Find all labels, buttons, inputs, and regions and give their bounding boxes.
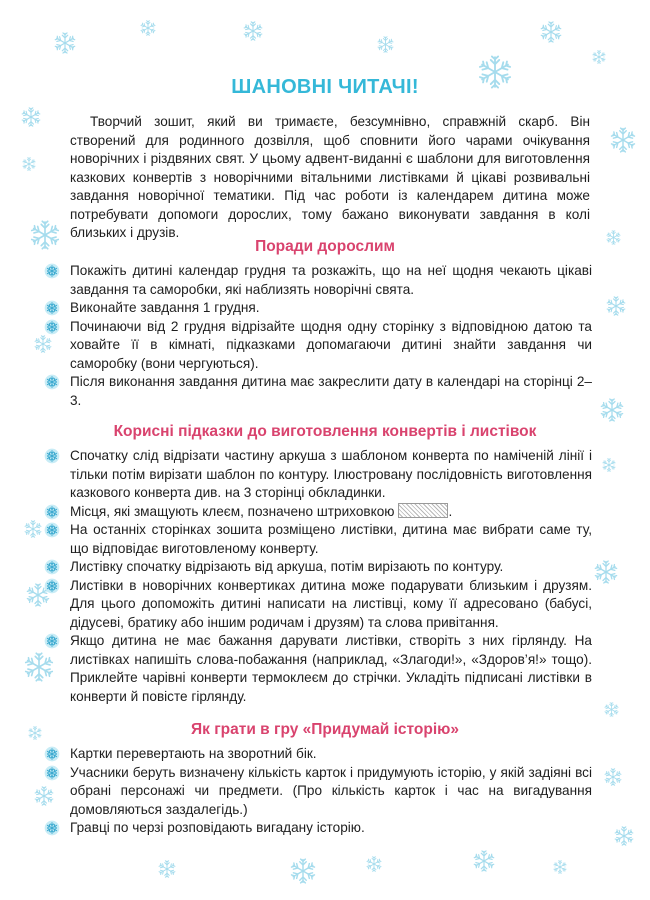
list-item bbox=[44, 447, 592, 503]
snowflake-bullet-icon bbox=[44, 820, 60, 836]
snowflake-icon bbox=[140, 20, 156, 36]
snowflake-bullet-icon bbox=[44, 504, 60, 520]
snowflake-icon bbox=[553, 860, 567, 874]
snowflake-icon bbox=[377, 36, 394, 53]
page-title: ШАНОВНІ ЧИТАЧІ! bbox=[231, 76, 419, 98]
snowflake-icon bbox=[473, 850, 495, 872]
snowflake-bullet-icon bbox=[44, 746, 60, 762]
snowflake-icon bbox=[243, 21, 263, 41]
snowflake-bullet-icon bbox=[44, 448, 60, 464]
snowflake-bullet-icon bbox=[44, 765, 60, 781]
snowflake-bullet-icon bbox=[44, 319, 60, 335]
list-item: Місця, які змащують клеєм, позначено штриховкою . bbox=[44, 503, 592, 522]
snowflake-icon bbox=[614, 826, 634, 846]
list-item bbox=[44, 577, 592, 633]
snowflake-icon bbox=[22, 157, 36, 171]
list-item bbox=[44, 318, 592, 374]
snowflake-bullet-icon bbox=[44, 522, 60, 538]
section-heading-game: Як грати в гру «Придумай історію» bbox=[191, 721, 459, 738]
game-rules-list bbox=[44, 745, 592, 838]
snowflake-icon bbox=[540, 21, 562, 43]
list-item-text: Після виконання завдання дитина має закреслити дату в календарі на сторінці 2–3. bbox=[70, 374, 592, 408]
snowflake-icon bbox=[54, 32, 76, 54]
section-heading-advice: Поради дорослим bbox=[255, 238, 395, 255]
snowflake-icon bbox=[21, 107, 41, 127]
list-item-text: Учасники беруть визначену кількість карток і придумують історію, у якій задіяні всі обрані персонажі чи предмети. (Про кількість карток і час на вигадування домовляються заздалегідь.) bbox=[70, 764, 592, 817]
snowflake-bullet-icon bbox=[44, 559, 60, 575]
list-item-text: На останніх сторінках зошита розміщено листівки, дитина має вибрати саме ту, що відповідає виготовленому конверту. bbox=[70, 522, 592, 556]
snowflake-icon bbox=[602, 458, 616, 472]
snowflake-bullet-icon bbox=[44, 263, 60, 279]
snowflake-icon bbox=[594, 560, 618, 584]
snowflake-icon bbox=[24, 520, 42, 538]
advice-list bbox=[44, 262, 592, 410]
list-item bbox=[44, 299, 592, 318]
list-item-text: Якщо дитина не має бажання дарувати листівки, створіть з них гірлянду. На листівках напишіть слова-побажання (наприклад, «Злагоди!», «Здоров’я!» тощо). Приклейте чарівні конверти термоклеєм до стрічки. Укладіть підписані листівки в конверти й повісте гірлянду. bbox=[70, 633, 592, 704]
list-item-text: Листівку спочатку відрізають від аркуша, потім вирізають по контуру. bbox=[70, 559, 504, 574]
hatched-box-icon bbox=[398, 503, 448, 518]
list-item bbox=[44, 819, 592, 838]
section-heading-envelopes: Корисні підказки до виготовлення конвертів і листівок bbox=[113, 423, 537, 440]
list-item-text: Виконайте завдання 1 грудня. bbox=[70, 300, 260, 315]
list-item-text: Місця, які змащують клеєм, позначено штриховкою bbox=[70, 503, 395, 519]
snowflake-icon bbox=[610, 127, 636, 153]
list-item-text: Покажіть дитині календар грудня та розкажіть, що на неї щодня чекають цікаві завдання та саморобки, які наблизять новорічні свята. bbox=[70, 263, 592, 297]
list-item-text: Гравці по черзі розповідають вигадану історію. bbox=[70, 820, 365, 835]
envelope-tips-list bbox=[44, 447, 592, 706]
intro-paragraph: Творчий зошит, який ви тримаєте, безсумнівно, справжній скарб. Він створений для родинного дозвілля, щоб сповнити його чарами очікування новорічних і різдвяних свят. У цьому адвент-виданні є шаблони для виготовлення казкових конвертів з новорічними вітальними листівками й цікаві розвивальні завдання новорічної тематики. Під час роботи із календарем дитина може потребувати допомоги дорослих, тому бажано виконувати завдання в колі близьких і друзів. bbox=[70, 114, 590, 240]
snowflake-bullet-icon bbox=[44, 300, 60, 316]
list-item bbox=[44, 764, 592, 820]
list-item-text: Починаючи від 2 грудня відрізайте щодня одну сторінку з відповідною датою та ховайте її в кімнаті, підказками допомагаючи дитині знайти завдання чи саморобку (вони чергуються). bbox=[70, 318, 592, 371]
snowflake-bullet-icon bbox=[44, 578, 60, 594]
list-item bbox=[44, 521, 592, 558]
snowflake-icon bbox=[604, 702, 619, 717]
list-item-text: Спочатку слід відрізати частину аркуша з шаблоном конверта по наміченій лінії і тільки потім вирізати шаблон по контуру. Ілюстровану послідовність виготовлення казкового конверта див. на 3 сторінці обкладинки. bbox=[70, 448, 592, 500]
list-item-text: Листівки в новорічних конвертиках дитина може подарувати близьким і друзям. Для цього допоможіть дитині написати на листівці, кому її адресовано (бабусі, дідусеві, братику або іншим родичам і друзям) та слова привітання. bbox=[70, 577, 592, 630]
snowflake-icon bbox=[606, 296, 626, 316]
list-item bbox=[44, 373, 592, 410]
list-item-text: Картки перевертають на зворотний бік. bbox=[70, 746, 317, 761]
snowflake-icon bbox=[592, 50, 606, 64]
list-item bbox=[44, 558, 592, 577]
snowflake-icon bbox=[366, 856, 382, 872]
snowflake-icon bbox=[604, 768, 622, 786]
list-item bbox=[44, 745, 592, 764]
list-item bbox=[44, 262, 592, 299]
list-item bbox=[44, 632, 592, 706]
snowflake-bullet-icon bbox=[44, 374, 60, 390]
snowflake-bullet-icon bbox=[44, 633, 60, 649]
snowflake-icon bbox=[158, 860, 176, 878]
snowflake-icon bbox=[600, 398, 624, 422]
snowflake-icon bbox=[290, 858, 316, 884]
